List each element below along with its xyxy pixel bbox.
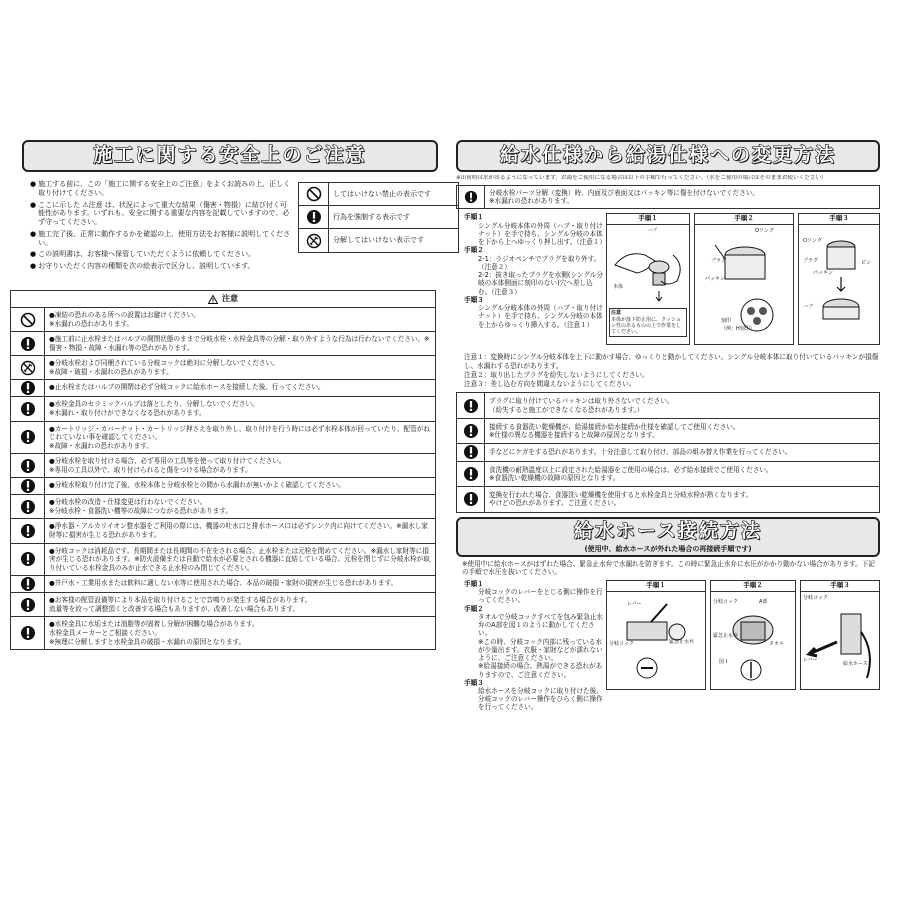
intro-item: ● ここに示した ⚠注意 は、状況によって重大な結果（傷害・物損）に結び付く可能性があります。いずれも、安全に関する重要な内容を記載していますので、必ず守ってください。 — [30, 200, 290, 226]
caution-row — [11, 519, 435, 543]
conversion-warning-row — [456, 392, 880, 418]
conversion-warning-row — [456, 462, 880, 487]
hose-step2-figure: 手順２ 分岐コック A部 緊急止水弁 タオル 図１ — [710, 580, 796, 690]
caution-text: ●分岐水栓の改造・仕様変更は行わないでください。 ※分岐水栓・食器洗い機等の故障につながる恐れがあります。 — [49, 498, 232, 515]
caution-row — [11, 593, 435, 617]
hose-banner-title: 給水ホース接続方法 — [573, 519, 763, 542]
conversion-warning-text: 手などにケガをする恐れがあります。十分注意して取り付け、部品の組み替え作業を行ってください。 — [489, 448, 792, 457]
mandatory-icon — [457, 462, 485, 486]
intro-item: ● 施工完了後、正常に動作するかを確認の上、使用方法をお客様に説明してください。 — [30, 229, 291, 247]
hose-connect-illustration — [801, 592, 879, 688]
left-column — [22, 140, 438, 308]
mandatory-icon — [457, 444, 485, 460]
no-disassembly-icon — [299, 229, 329, 252]
caution-text: ●分岐水栓取り付け完了後、水栓本体と分岐水栓との間から水漏れが無いかよく確認してください。 — [49, 481, 345, 490]
intro-item: ● 施工する前に、この「施工に関する安全上のご注意」をよくお読みの上、正しく取り付けてください。 — [30, 180, 291, 197]
conversion-notes: 注意１：変換時にシングル分岐本体を上下に動かす場合、ゆっくりと動かしてください。シングル分岐本体に取り付いているパッキンが損傷し、水漏れする恐れがあります。 注意２：取り出したプラグを紛失しないようにしてください。 注意３：差し込む方向を間違えないようにしてください。 — [464, 353, 879, 389]
caution-text: ●施工前に止水栓またはバルブの開閉状態のままで分岐水栓・水栓金具等の分解・取り外すような行為は行わないでください。※傷害・物損・故障・水漏れ等の恐れがあります。 — [49, 335, 430, 352]
caution-table — [10, 290, 436, 650]
caution-header: 注意 — [11, 291, 435, 308]
caution-text: ●水栓金具に水垢または油脂等が固着し分解が困難な場合があります。 水栓金具メーカーとご相談ください。 ※無理に分解しますと水栓金具の破損・水漏れの原因となります。 — [49, 620, 259, 646]
mandatory-icon — [11, 617, 45, 649]
caution-row — [11, 544, 435, 577]
caution-text: ●凍結の恐れのある所への設置はお避けください。 ※水漏れの恐れがあります。 — [49, 311, 200, 328]
mandatory-icon — [457, 186, 485, 208]
warning-triangle-icon — [208, 295, 218, 304]
mandatory-icon — [11, 422, 45, 454]
prohibition-icon — [299, 183, 329, 206]
hose-steps — [456, 580, 880, 730]
symbol-legend — [298, 182, 459, 253]
step2-figure: 手順２ Oリング プラグ パッキン 刻印 （例：H刻印） — [694, 213, 794, 345]
conversion-warning-row — [456, 444, 880, 461]
hose-step1-figure: 手順１ レバー 分岐コック 緊急止水弁 — [606, 580, 706, 690]
caution-text: ●止水栓またはバルブの開閉は必ず分岐コックに給水ホースを接続した後、行ってください。 — [49, 383, 325, 392]
hose-banner-subtitle: (使用中、給水ホースが外れた場合の再接続手順です) — [584, 544, 752, 553]
mandatory-icon — [11, 478, 45, 494]
conversion-warning-text: プラグに取り付けているパッキンは取り外さないでください。 （紛失すると施工ができなくなる恐れがあります。） — [489, 397, 674, 414]
parts-warning: 分岐水栓パーツ分解（変換）時、内面及び表面又はパッキン等に傷を付けないでください。 ※水漏れの恐れがあります。 — [456, 185, 880, 209]
mandatory-icon — [11, 332, 45, 355]
mandatory-icon — [11, 576, 45, 592]
hands-illustration — [607, 225, 689, 305]
mandatory-icon — [457, 393, 485, 417]
legend-row: してはいけない禁止の表示です — [299, 183, 458, 206]
conversion-warning-row — [456, 487, 880, 512]
caution-row — [11, 308, 435, 332]
caution-row — [11, 454, 435, 478]
step1-figure: 手順１ ハブ 本体 注意 本体が落下防止用に、クッション性のあるものの上で作業をしてください。 — [606, 213, 690, 345]
conversion-warning-text: 食洗機の耐熱温度以上に設定された給湯器をご使用の場合は、必ず給水接続でご使用ください。 ※食器洗い乾燥機の故障の原因となります。 — [489, 465, 773, 482]
safety-intro — [30, 180, 292, 274]
hose-steps-text: 手順１ 分岐コックのレバーをとじる側に操作を行ってください。 手順２ タオルで分岐コックすべてを包み緊急止水弁のA部を図１のように動かしてください。 ※この時、分岐コック内部に残っている水が少量出ます。衣服・家財などが濡れないように、ご注意ください。 ※給湯接続の場合、熱湯ができる恐れがありますので、ご注意ください。 手順３ 給水ホースを分岐コックに取り付けた後、分岐コックのレバー操作をひらく側に操作を行ってください。 — [464, 579, 604, 712]
caution-row — [11, 478, 435, 495]
mandatory-icon — [11, 380, 45, 396]
hose-intro: ※使用中に給水ホースがはずれた場合、緊急止水弁で水漏れを防ぎます。この時に緊急止水弁に水圧がかかり動かない場合があります。下記の手順で水圧を抜いてください。 — [462, 559, 875, 576]
conversion-banner — [456, 140, 880, 172]
caution-row — [11, 617, 435, 649]
conversion-notice: ※出荷時は水が出るようになっています。お湯をご使用になる場合は以下の手順で行ってください。（水をご使用の場合はそのままお使いください） — [456, 175, 827, 181]
caution-text: ●お客様の配管設備等により本品を取り付けることで音鳴りが発生する場合があります。 流量等を絞って調整頂くと改善する場合もありますが、改善しない場合もあります。 — [49, 596, 312, 613]
caution-text: ●水栓金具のセラミックバルブは落としたり、分解しないでください。 ※水漏れ・取り付けができなくなる恐れがあります。 — [49, 400, 259, 417]
conversion-warning-text: 接続する食器洗い乾燥機が、給湯接続か給水接続か仕様を確認してご使用ください。 ※仕様の異なる機器を接続すると故障の原因となります。 — [489, 422, 740, 440]
caution-text: ●カートリッジ・カバーナット・カートリッジ押さえを取り外し、取り付けを行う時には必ず水栓本体が回っていたり、配管がねじれていない事を確認してください。 ※故障・水漏れの恐れがあります。 — [49, 424, 430, 450]
mandatory-icon — [11, 544, 45, 576]
legend-row: 行為を強制する表示です — [299, 206, 458, 229]
caution-row — [11, 356, 435, 380]
conversion-steps-text: 手順１ シングル分岐本体の外周（ハブ・取り付けナット）を手で持ち、シングル分岐の本体を下から上へゆっくり押し出す。（注意１） 手順２ 2-1：ラジオペンチでプラグを取り外す。（注意２） 2-2：抜き取ったプラグを水側(シングル分岐の本体側面に刻印のない)穴へ差し込む。（注意３） 手順３ シングル分岐本体の外周（ハブ・取り付けナット）を手で持ち、シングル分岐の本体を上からゆっくり挿入する。（注意１） — [464, 213, 606, 329]
safety-banner-title: 施工に関する安全上のご注意 — [93, 144, 367, 167]
caution-text: ●分岐水栓を取り付ける場合、必ず専用の工具等を使って取り付けてください。 ※専用の工具以外で、取り付けられると傷をつける場合があります。 — [49, 457, 286, 474]
caution-row — [11, 380, 435, 397]
intro-item: ● お守りいただく内容の種類を次の絵表示で区分し、説明しています。 — [30, 262, 255, 270]
no-disassembly-icon — [11, 356, 45, 379]
conversion-warnings — [456, 392, 880, 512]
conversion-steps — [456, 213, 880, 373]
legend-row: 分解してはいけない表示です — [299, 229, 458, 252]
caution-text: ●井戸水・工業用水または飲料に適しない水等に使用された場合、本品の破損・家財の損害が生じる恐れがあります。 — [49, 579, 398, 588]
conversion-warning-text: 変換を行われた場合、食器洗い乾燥機を使用すると水栓金具と分岐水栓が熱くなります。 やけどの恐れがあります。ご注意ください。 — [489, 491, 753, 508]
intro-item: ● この説明書は、お客様へ保管していただくように依頼してください。 — [30, 250, 256, 259]
safety-banner — [22, 140, 438, 172]
caution-row — [11, 495, 435, 519]
prohibition-icon — [11, 308, 45, 331]
mandatory-icon — [457, 487, 485, 511]
caution-text: ●分岐コックは消耗品です。長期間または長期間の不在をされる場合、止水栓または元栓を閉めてください。※漏水し家財等に損害が生じる恐れがあります。※防火設備または自動で給水が必要とされる機器に直結している場合、元栓を閉じずに分岐水栓が取り付いている水栓金具のみが止水できる止水栓のみ閉じてください。 — [49, 546, 430, 572]
caution-text: ●分岐水栓および同梱されている分岐コックは絶対に分解しないでください。 ※故障・破損・水漏れの恐れがあります。 — [49, 359, 279, 376]
mandatory-icon — [11, 454, 45, 477]
mandatory-icon — [11, 519, 45, 542]
hose-step3-figure: 手順３ 分岐コック レバー 給水ホース — [800, 580, 880, 690]
safety-intro-area — [22, 180, 438, 308]
right-column — [456, 140, 880, 730]
caution-row — [11, 422, 435, 455]
mandatory-icon — [11, 495, 45, 518]
mandatory-icon — [11, 593, 45, 616]
caution-row — [11, 397, 435, 421]
caution-text: ●浄水器・アルカリイオン整水器をご利用の際には、機器の吐水口と排水ホース口は必ずシンク内に向けてください。※漏水し家財等に損害が生じる恐れがあります。 — [49, 522, 428, 539]
mandatory-icon — [299, 206, 329, 229]
towel-illustration — [711, 592, 795, 688]
mandatory-icon — [457, 419, 485, 443]
step3-figure: 手順３ Oリング プラグ パッキン ピン ハブ — [798, 213, 880, 345]
caution-row — [11, 332, 435, 356]
hose-banner — [456, 517, 880, 557]
conversion-warning-row — [456, 419, 880, 444]
mandatory-icon — [11, 397, 45, 420]
conversion-banner-title: 給水仕様から給湯仕様への変更方法 — [499, 144, 836, 167]
caution-row — [11, 576, 435, 593]
